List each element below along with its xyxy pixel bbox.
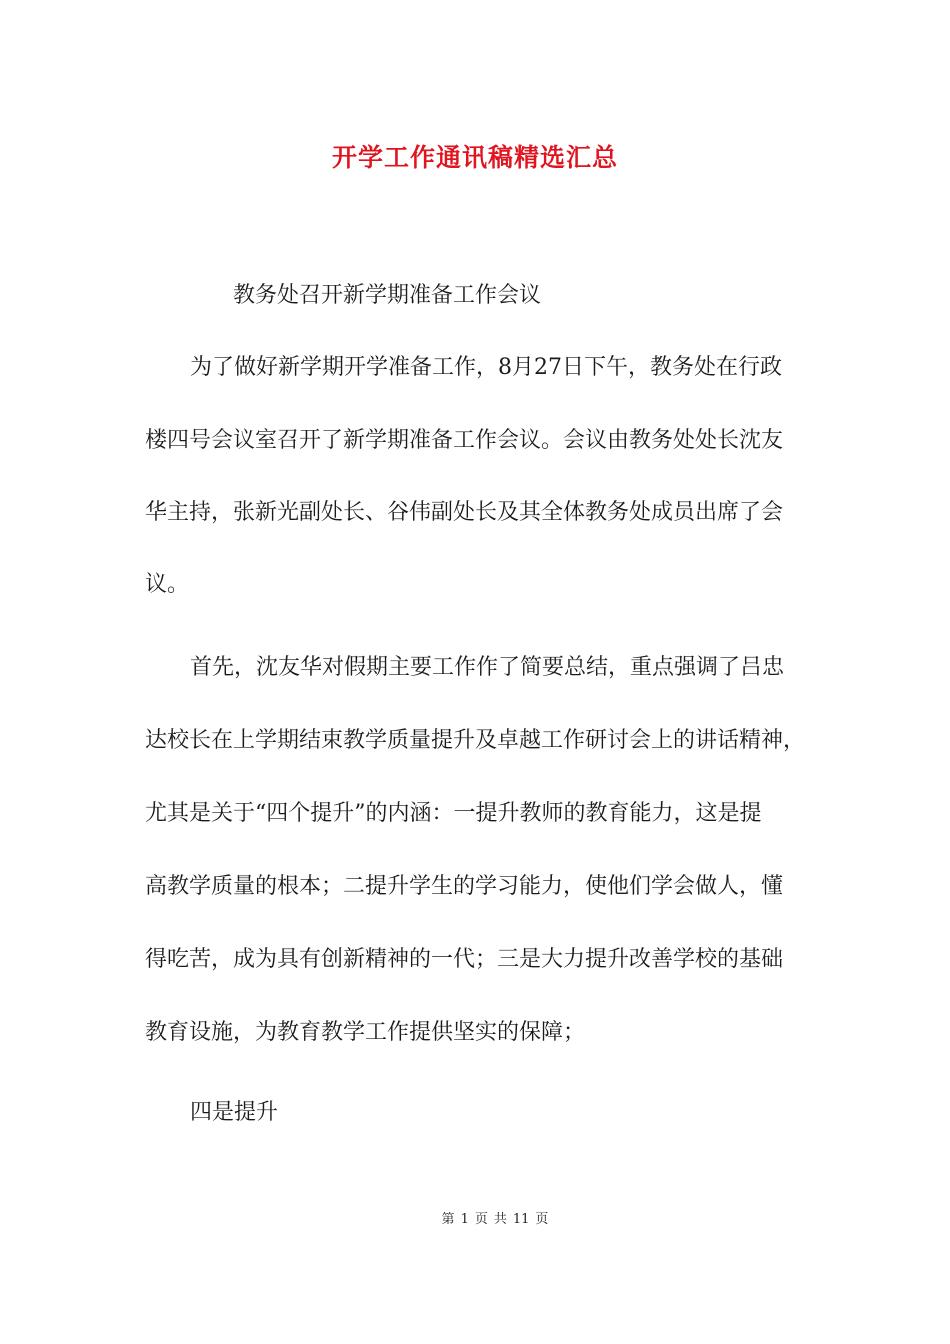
paragraph-line: 华主持，张新光副处长、谷伟副处长及其全体教务处成员出席了会 bbox=[145, 500, 784, 525]
page-footer bbox=[0, 1208, 950, 1227]
paragraph-line: 议。 bbox=[145, 572, 190, 597]
paragraph-line: 教育设施，为教育教学工作提供坚实的保障； bbox=[145, 1020, 586, 1045]
footer-di: 第 bbox=[441, 1212, 455, 1227]
footer-page-number: 1 bbox=[460, 1212, 469, 1227]
paragraph-line: 楼四号会议室召开了新学期准备工作会议。会议由教务处处长沈友 bbox=[145, 428, 784, 453]
paragraph-line: 得吃苦，成为具有创新精神的一代；三是大力提升改善学校的基础 bbox=[145, 947, 784, 972]
paragraph-line: 尤其是关于“四个提升”的内涵：一提升教师的教育能力，这是提 bbox=[145, 801, 762, 826]
paragraph-line: 高教学质量的根本；二提升学生的学习能力，使他们学会做人，懂 bbox=[145, 874, 784, 899]
footer-gong: 共 bbox=[493, 1212, 507, 1227]
paragraph-line: 四是提升 bbox=[190, 1100, 279, 1125]
footer-ye: 页 bbox=[474, 1212, 488, 1227]
document-title: 开学工作通讯稿精选汇总 bbox=[331, 143, 618, 172]
footer-total-pages: 11 bbox=[512, 1212, 530, 1227]
paragraph-line: 为了做好新学期开学准备工作，8月27日下午，教务处在行政 bbox=[190, 355, 782, 380]
paragraph-line: 首先，沈友华对假期主要工作作了简要总结，重点强调了吕忠 bbox=[190, 655, 785, 680]
section-heading: 教务处召开新学期准备工作会议 bbox=[233, 283, 542, 308]
footer-ye-2: 页 bbox=[535, 1212, 549, 1227]
paragraph-line: 达校长在上学期结束教学质量提升及卓越工作研讨会上的讲话精神， bbox=[145, 728, 806, 753]
